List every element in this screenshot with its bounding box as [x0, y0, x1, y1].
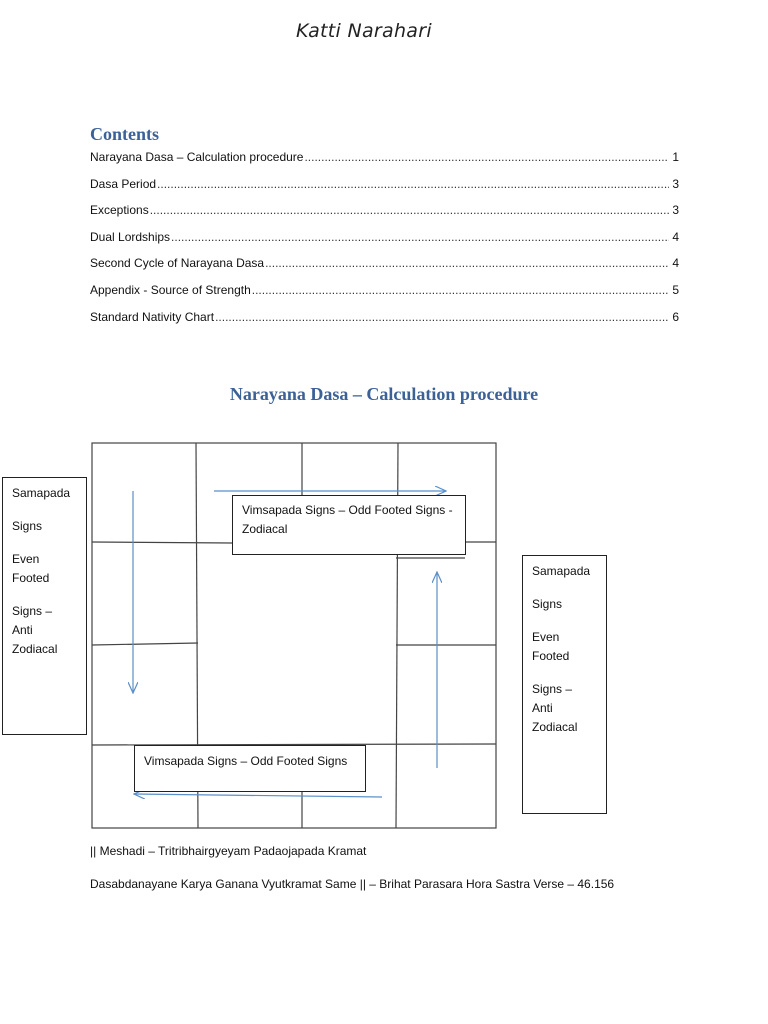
toc-entry-page[interactable]: 4 [672, 229, 679, 244]
label-line: Zodiacal [12, 642, 58, 656]
label-line: Signs – [532, 682, 573, 696]
label-line: Samapada [532, 564, 591, 578]
bottom-left-arrow [134, 794, 382, 797]
toc-entry-title[interactable]: Standard Nativity Chart [90, 309, 215, 324]
label-line: Zodiacal [242, 522, 288, 536]
verse-line-2: Dasabdanayane Karya Ganana Vyutkramat Same || – Brihat Parasara Hora Sastra Verse – 46.156 [90, 877, 615, 891]
top-vimsapada-label [232, 495, 466, 555]
label-line: Anti [532, 701, 553, 715]
label-line: Signs [532, 597, 563, 611]
toc-entry-title[interactable]: Appendix - Source of Strength [90, 282, 251, 297]
right-samapada-label [522, 555, 607, 814]
toc-entry-page[interactable]: 1 [672, 150, 679, 164]
chart-grid-line [92, 542, 232, 543]
label-line: Signs [12, 519, 43, 533]
toc-entry-page[interactable]: 6 [672, 309, 679, 324]
label-line: Anti [12, 623, 33, 637]
label-line: Zodiacal [532, 720, 578, 734]
author-name: Katti Narahari [296, 20, 432, 42]
label-line: Even [532, 630, 560, 644]
left-samapada-label [2, 477, 87, 735]
bottom-vimsapada-label [134, 745, 366, 792]
label-line: Footed [12, 571, 50, 585]
toc-entry-page[interactable]: 3 [672, 176, 679, 191]
verse-line-1: || Meshadi – Tritribhairgyeyam Padaojapada Kramat [90, 844, 367, 858]
label-line: Vimsapada Signs – Odd Footed Signs - [242, 503, 453, 517]
toc-entry-page[interactable]: 3 [672, 203, 679, 218]
label-line: Footed [532, 649, 570, 663]
toc-entry-page[interactable]: 4 [672, 256, 679, 271]
toc-entry-title[interactable]: Dasa Period [90, 176, 157, 191]
label-line: Samapada [12, 486, 71, 500]
section-heading: Narayana Dasa – Calculation procedure [229, 384, 539, 404]
contents-title: Contents [90, 124, 160, 144]
toc-entry-title[interactable]: Narayana Dasa – Calculation procedure [90, 150, 304, 164]
label-line: Vimsapada Signs – Odd Footed Signs [144, 754, 348, 768]
toc-entry-title[interactable]: Exceptions [90, 203, 149, 218]
toc-entry-title[interactable]: Second Cycle of Narayana Dasa [90, 256, 265, 271]
label-line: Signs – [12, 604, 53, 618]
chart-grid-line [92, 643, 198, 645]
toc-entry-title[interactable]: Dual Lordships [90, 229, 171, 244]
toc-entry-page[interactable]: 5 [672, 282, 679, 297]
label-line: Even [12, 552, 40, 566]
